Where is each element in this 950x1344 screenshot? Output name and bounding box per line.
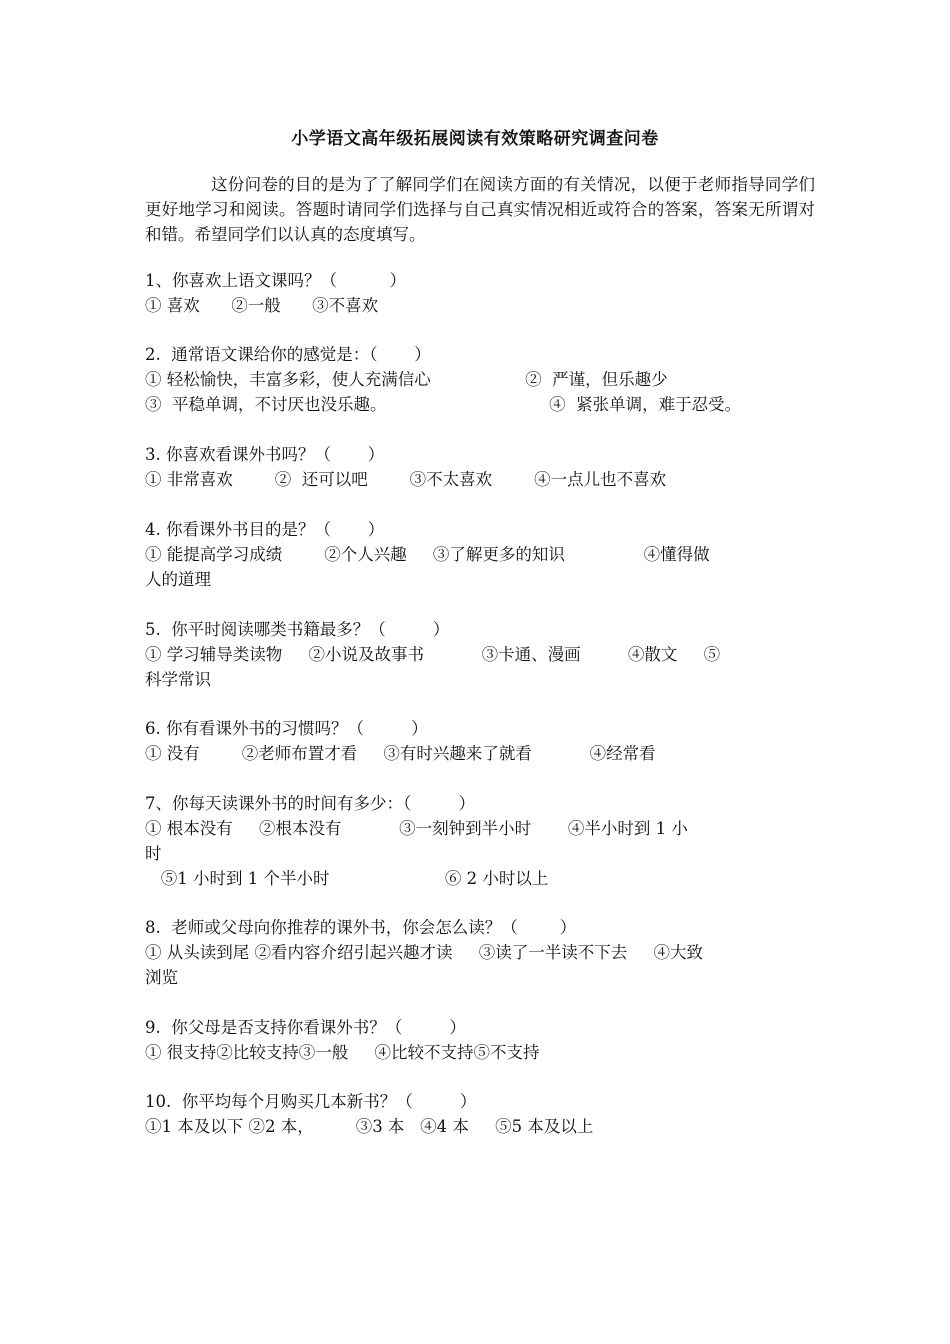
- question-9: 9. 你父母是否支持你看课外书？（ ）: [145, 1018, 466, 1037]
- question-2-options-line-2: ③ 平稳单调，不讨厌也没乐趣。 ④ 紧张单调，难于忍受。: [145, 395, 742, 414]
- question-5: 5. 你平时阅读哪类书籍最多？（ ）: [145, 620, 450, 639]
- question-10-options: ①1 本及以下 ②2 本， ③3 本 ④4 本 ⑤5 本及以上: [145, 1117, 594, 1136]
- question-7-options-line-1: ① 根本没有 ②根本没有 ③一刻钟到半小时 ④半小时到 1 小: [145, 819, 688, 838]
- question-9-options: ① 很支持②比较支持③一般 ④比较不支持⑤不支持: [145, 1043, 540, 1062]
- question-7-options-line-2: 时: [145, 844, 162, 863]
- question-5-options-line-2: 科学常识: [145, 670, 211, 689]
- question-4-options-line-2: 人的道理: [145, 570, 211, 589]
- question-8: 8. 老师或父母向你推荐的课外书，你会怎么读？（ ）: [145, 918, 577, 937]
- question-6-options: ① 没有 ②老师布置才看 ③有时兴趣来了就看 ④经常看: [145, 744, 656, 763]
- question-8-options-line-2: 浏览: [145, 968, 178, 987]
- question-7: 7、你每天读课外书的时间有多少：（ ）: [145, 794, 475, 813]
- question-4-options-line-1: ① 能提高学习成绩 ②个人兴趣 ③了解更多的知识 ④懂得做: [145, 545, 710, 564]
- question-6: 6. 你有看课外书的习惯吗？（ ）: [145, 719, 428, 738]
- question-1: 1、你喜欢上语文课吗？（ ）: [145, 271, 406, 290]
- question-2-options-line-1: ① 轻松愉快，丰富多彩，使人充满信心 ② 严谨，但乐趣少: [145, 370, 668, 389]
- question-8-options-line-1: ① 从头读到尾 ②看内容介绍引起兴趣才读 ③读了一半读不下去 ④大致: [145, 943, 703, 962]
- question-10: 10. 你平均每个月购买几本新书？（ ）: [145, 1092, 477, 1111]
- question-4: 4. 你看课外书目的是？（ ）: [145, 520, 385, 539]
- document-title: 小学语文高年级拓展阅读有效策略研究调查问卷: [291, 129, 659, 149]
- question-7-options-line-3: ⑤1 小时到 1 个半小时 ⑥ 2 小时以上: [145, 869, 549, 888]
- question-5-options-line-1: ① 学习辅导类读物 ②小说及故事书 ③卡通、漫画 ④散文 ⑤: [145, 645, 721, 664]
- question-3-options: ① 非常喜欢 ② 还可以吧 ③不太喜欢 ④一点儿也不喜欢: [145, 470, 667, 489]
- question-3: 3. 你喜欢看课外书吗？（ ）: [145, 445, 385, 464]
- question-1-options: ① 喜欢 ②一般 ③不喜欢: [145, 296, 379, 315]
- intro-text: 这份问卷的目的是为了了解同学们在阅读方面的有关情况，以便于老师指导同学们更好地学习和阅读。答题时请同学们选择与自己真实情况相近或符合的答案，答案无所谓对和错。希望同学们以认真的态度填写。: [145, 175, 815, 244]
- intro-paragraph: [145, 172, 815, 247]
- question-2: 2. 通常语文课给你的感觉是：（ ）: [145, 345, 431, 364]
